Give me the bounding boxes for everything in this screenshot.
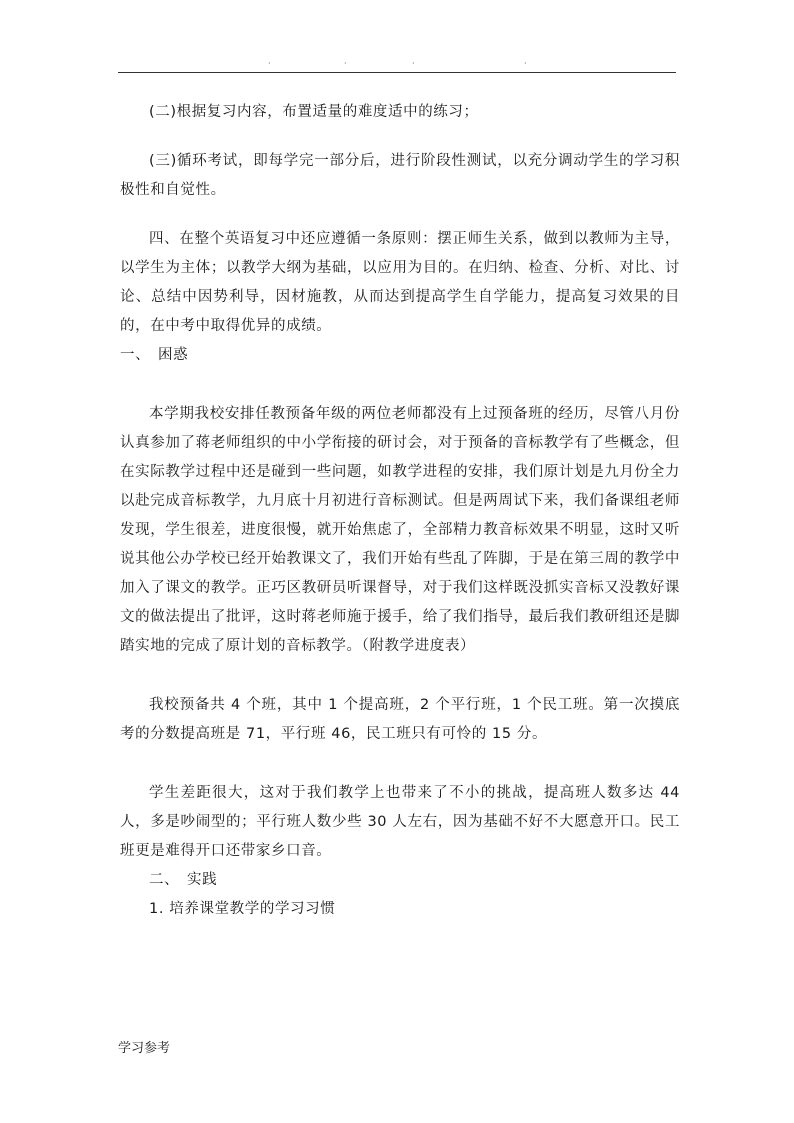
header-dot: · <box>524 59 527 68</box>
header-dot: · <box>268 59 271 68</box>
paragraph-review-exercises: (二)根据复习内容，布置适量的难度适中的练习； <box>149 104 479 120</box>
section-heading-practice: 二、 实践 <box>149 872 218 888</box>
paragraph-cyclic-testing: (三)循环考试，即每学完一部分后，进行阶段性测试，以充分调动学生的学习积极性和自觉性。 <box>120 153 680 198</box>
footer-label: 学习参考 <box>118 1041 171 1056</box>
subheading-classroom-habits: 1. 培养课堂教学的学习习惯 <box>149 901 336 917</box>
header-dot: · <box>412 59 415 68</box>
paragraph-confusion-detail: 本学期我校安排任教预备年级的两位老师都没有上过预备班的经历，尽管八月份认真参加了蒋老师组织的中小学衔接的研讨会，对于预备的音标教学有了些概念，但在实际教学过程中还是碰到一些问题，如教学进程的安排，我们原计划是九月份全力以赴完成音标教学，九月底十月初进行音标测试。但是两周试下来，我们备课组老师发现，学生很差，进度很慢，就开始焦虑了，全部精力教音标效果不明显，这时又听说其他公办学校已经开始教课文了，我们开始有些乱了阵脚，于是在第三周的教学中加入了课文的教学。正巧区教研员听课督导，对于我们这样既没抓实音标又没教好课文的做法提出了批评，这时蒋老师施于援手，给了我们指导，最后我们教研组还是脚踏实地的完成了原计划的音标教学。（附教学进度表） <box>120 406 680 654</box>
header-rule <box>118 72 676 73</box>
header-dot: · <box>344 59 347 68</box>
paragraph-class-scores: 我校预备共 4 个班，其中 1 个提高班，2 个平行班，1 个民工班。第一次摸底考的分数提高班是 71，平行班 46，民工班只有可怜的 15 分。 <box>120 697 680 742</box>
document-body <box>120 98 680 924</box>
section-heading-confusion: 一、 困惑 <box>120 347 189 363</box>
header-dots <box>118 60 676 70</box>
paragraph-student-gap: 学生差距很大，这对于我们教学上也带来了不小的挑战，提高班人数多达 44 人，多是吵闹型的；平行班人数少些 30 人左右，因为基础不好不大愿意开口。民工班更是难得开口还带家乡口音。 <box>120 785 680 859</box>
paragraph-principle: 四、在整个英语复习中还应遵循一条原则：摆正师生关系，做到以教师为主导，以学生为主体；以教学大纲为基础，以应用为目的。在归纳、检查、分析、对比、讨论、总结中因势利导，因材施教，从而达到提高学生自学能力，提高复习效果的目的，在中考中取得优异的成绩。 <box>120 231 680 334</box>
